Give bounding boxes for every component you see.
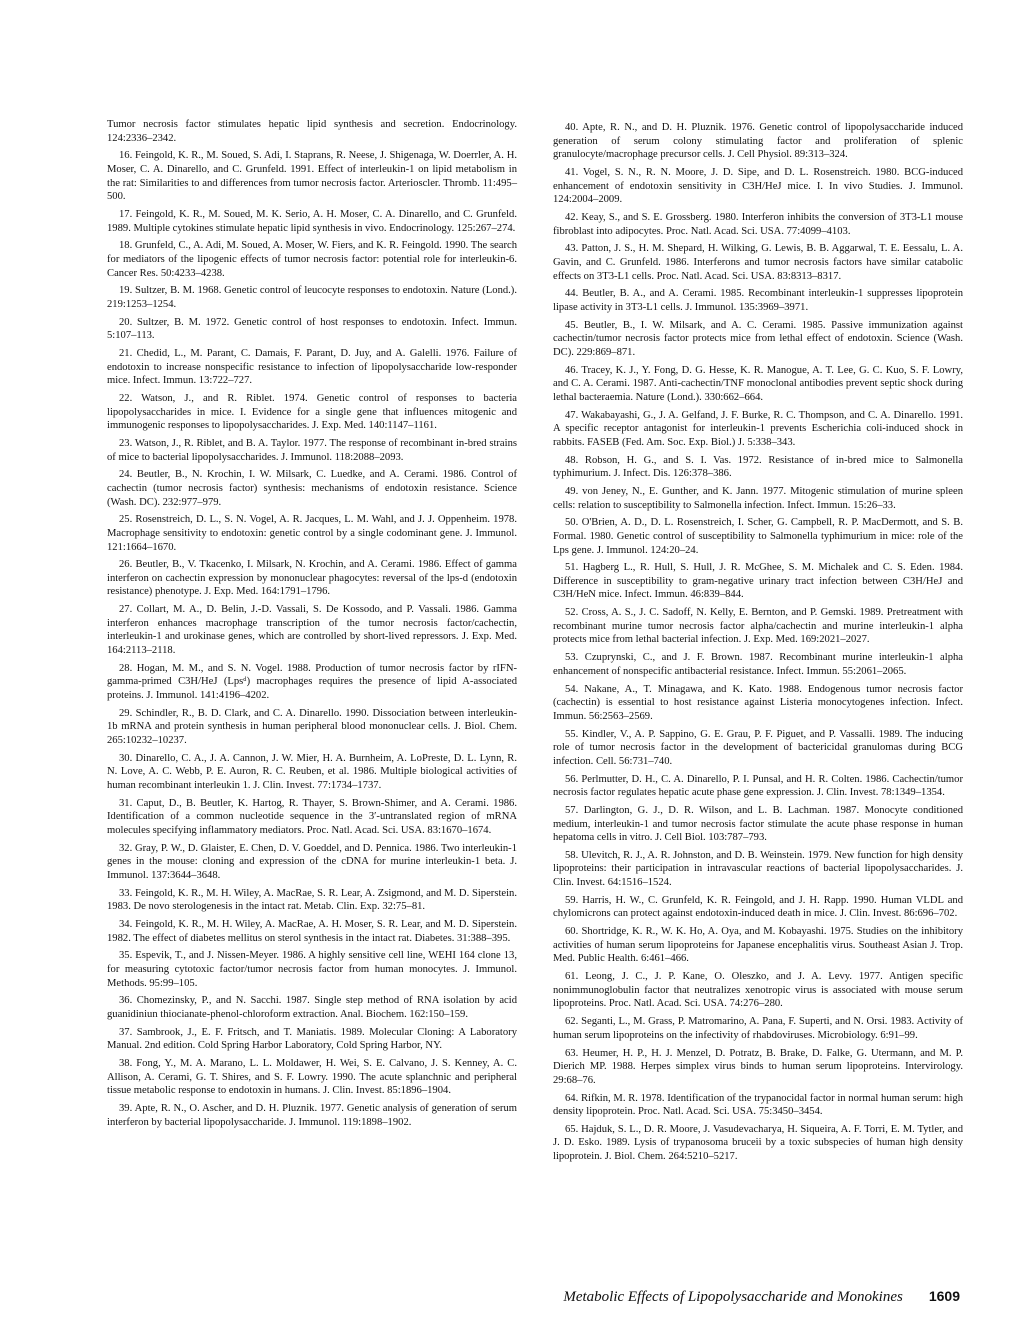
reference-entry: 29. Schindler, R., B. D. Clark, and C. A. Dinarello. 1990. Dissociation between interleukin-1b mRNA and protein synthesis in human peripheral blood mononuclear cells. J. Biol. Chem. 265:10232–10237. <box>107 707 517 746</box>
reference-entry: 39. Apte, R. N., O. Ascher, and D. H. Pluznik. 1977. Genetic analysis of generation of serum interferon by bacterial lipopolysaccharide. J. Immunol. 119:1898–1902. <box>107 1103 517 1128</box>
reference-column-right <box>553 121 963 1168</box>
reference-entry: 23. Watson, J., R. Riblet, and B. A. Taylor. 1977. The response of recombinant in-bred strains of mice to bacterial lipopolysaccharides. J. Immunol. 118:2088–2093. <box>107 437 517 463</box>
reference-entry: 30. Dinarello, C. A., J. A. Cannon, J. W. Mier, H. A. Burnheim, A. LoPreste, D. L. Lynn, R. N. Love, A. C. Webb, P. E. Auron, R. C. Reuben, et al. 1986. Multiple biological activities of human recombinant interleukin 1. J. Clin. Invest. 77:1734–1737. <box>107 752 517 791</box>
reference-entry: 46. Tracey, K. J., Y. Fong, D. G. Hesse, K. R. Manogue, A. T. Lee, G. C. Kuo, S. F. Lowry, and C. A. Cerami. 1987. Anti-cachectin/TNF monoclonal antibodies prevent septic shock during lethal bacteraemia. Nature (Lond.). 330:662–664. <box>553 364 963 403</box>
reference-entry: 41. Vogel, S. N., R. N. Moore, J. D. Sipe, and D. L. Rosenstreich. 1980. BCG-induced enhancement of endotoxin sensitivity in C3H/HeJ mice. I. In vivo Studies. J. Immunol. 124:2004–2009. <box>553 166 963 206</box>
reference-column-left <box>107 118 517 1133</box>
reference-entry: 31. Caput, D., B. Beutler, K. Hartog, R. Thayer, S. Brown-Shimer, and A. Cerami. 1986. Identification of a common nucleotide sequence in the 3′-untranslated region of mRNA molecules specifying inflammatory mediators. Proc. Natl. Acad. Sci. USA. 83:1670–1674. <box>107 797 517 836</box>
reference-entry: 21. Chedid, L., M. Parant, C. Damais, F. Parant, D. Juy, and A. Galelli. 1976. Failure of endotoxin to increase nonspecific resistance to infection of lipopolysaccharide low-responder mice. Infect. Immun. 13:722–727. <box>107 348 517 387</box>
reference-entry: 20. Sultzer, B. M. 1972. Genetic control of host responses to endotoxin. Infect. Immun. 5:107–113. <box>107 316 517 342</box>
reference-entry: 57. Darlington, G. J., D. R. Wilson, and L. B. Lachman. 1987. Monocyte conditioned medium, interleukin-1 and tumor necrosis factor stimulate the acute phase response in human hepatoma cells in vitro. J. Cell Biol. 103:787–793. <box>553 804 963 844</box>
reference-entry: 45. Beutler, B., I. W. Milsark, and A. C. Cerami. 1985. Passive immunization against cachectin/tumor necrosis factor protects mice from lethal effect of endotoxin. Science (Wash. DC). 229:869–871. <box>553 319 963 358</box>
reference-entry: 43. Patton, J. S., H. M. Shepard, H. Wilking, G. Lewis, B. B. Aggarwal, T. E. Eessalu, L. A. Gavin, and C. Grunfeld. 1986. Interferons and tumor necrosis factors have similar catabolic effects on 3T3-L1 cells. Proc. Natl. Acad. Sci. USA. 83:8313–8317. <box>553 243 963 282</box>
reference-entry: 64. Rifkin, M. R. 1978. Identification of the trypanocidal factor in normal human serum: high density lipoprotein. Proc. Natl. Acad. Sci. USA. 75:3450–3454. <box>553 1092 963 1118</box>
reference-entry: 26. Beutler, B., V. Tkacenko, I. Milsark, N. Krochin, and A. Cerami. 1986. Effect of gamma interferon on cachectin expression by mononuclear phagocytes: reversal of the lps-d (endotoxin resistance) phenotype. J. Exp. Med. 164:1791–1796. <box>107 559 517 598</box>
reference-entry: 54. Nakane, A., T. Minagawa, and K. Kato. 1988. Endogenous tumor necrosis factor (cachectin) is essential to host resistance against Listeria monocytogenes infection. Infect. Immun. 56:2563–2569. <box>553 683 963 722</box>
reference-entry: 58. Ulevitch, R. J., A. R. Johnston, and D. B. Weinstein. 1979. New function for high density lipoproteins: their participation in intravascular reactions of bacterial lipopolysaccharides. J. Clin. Invest. 64:1516–1524. <box>553 849 963 889</box>
reference-entry: 24. Beutler, B., N. Krochin, I. W. Milsark, C. Luedke, and A. Cerami. 1986. Control of cachectin (tumor necrosis factor) synthesis: mechanisms of endotoxin resistance. Science (Wash. DC). 232:977–979. <box>107 469 517 508</box>
reference-entry: 38. Fong, Y., M. A. Marano, L. L. Moldawer, H. Wei, S. E. Calvano, J. S. Kenney, A. C. Allison, A. Cerami, G. T. Shires, and S. F. Lowry. 1990. The acute splanchnic and peripheral tissue metabolic response to endotoxin in humans. J. Clin. Invest. 85:1896–1904. <box>107 1058 517 1097</box>
reference-entry: 47. Wakabayashi, G., J. A. Gelfand, J. F. Burke, R. C. Thompson, and C. A. Dinarello. 1991. A specific receptor antagonist for interleukin-1 prevents Escherichia coli-induced shock in rabbits. FASEB (Fed. Am. Soc. Exp. Biol.) J. 5:338–343. <box>553 409 963 448</box>
reference-entry: 53. Czuprynski, C., and J. F. Brown. 1987. Recombinant murine interleukin-1 alpha enhancement of nonspecific antibacterial resistance. Infect. Immun. 55:2061–2065. <box>553 652 963 677</box>
reference-entry: 50. O'Brien, A. D., D. L. Rosenstreich, I. Scher, G. Campbell, R. P. MacDermott, and S. B. Formal. 1980. Genetic control of susceptibility to Salmonella typhimurium in mice: role of the Lps gene. J. Immunol. 124:20–24. <box>553 517 963 556</box>
reference-entry: 63. Heumer, H. P., H. J. Menzel, D. Potratz, B. Brake, D. Falke, G. Utermann, and M. P. Dierich MP. 1988. Herpes simplex virus binds to human serum lipoproteins. Intervirology. 29:68–76. <box>553 1047 963 1086</box>
reference-entry: 48. Robson, H. G., and S. I. Vas. 1972. Resistance of in-bred mice to Salmonella typhimurium. J. Infect. Dis. 126:378–386. <box>553 454 963 480</box>
reference-entry: 44. Beutler, B. A., and A. Cerami. 1985. Recombinant interleukin-1 suppresses lipoprotein lipase activity in 3T3-L1 cells. J. Immunol. 135:3969–3971. <box>553 288 963 313</box>
reference-entry: 61. Leong, J. C., J. P. Kane, O. Oleszko, and J. A. Levy. 1977. Antigen specific nonimmunoglobulin factor that neutralizes xenotropic virus is associated with mouse serum lipoproteins. Proc. Natl. Acad. Sci. USA. 74:276–280. <box>553 971 963 1010</box>
page-footer <box>563 1288 960 1306</box>
reference-entry: 17. Feingold, K. R., M. Soued, M. K. Serio, A. H. Moser, C. A. Dinarello, and C. Grunfeld. 1989. Multiple cytokines stimulate hepatic lipid synthesis in vivo. Endocrinology. 125:267–274. <box>107 208 517 234</box>
reference-entry: 25. Rosenstreich, D. L., S. N. Vogel, A. R. Jacques, L. M. Wahl, and J. J. Oppenheim. 1978. Macrophage sensitivity to endotoxin: genetic control by a single codominant gene. J. Immunol. 121:1664–1670. <box>107 514 517 553</box>
reference-entry: Tumor necrosis factor stimulates hepatic lipid synthesis and secretion. Endocrinology. 124:2336–2342. <box>107 119 517 144</box>
reference-entry: 28. Hogan, M. M., and S. N. Vogel. 1988. Production of tumor necrosis factor by rIFN-gamma-primed C3H/HeJ (Lpsᵈ) macrophages requires the presence of lipid A-associated proteins. J. Immunol. 141:4196–4202. <box>107 662 517 701</box>
reference-entry: 52. Cross, A. S., J. C. Sadoff, N. Kelly, E. Bernton, and P. Gemski. 1989. Pretreatment with recombinant murine tumor necrosis factor alpha/cachectin and murine interleukin-1 alpha protects mice from lethal bacterial infection. J. Exp. Med. 169:2021–2027. <box>553 607 963 646</box>
reference-entry: 55. Kindler, V., A. P. Sappino, G. E. Grau, P. F. Piguet, and P. Vassalli. 1989. The inducing role of tumor necrosis factor in the development of bactericidal granulomas during BCG infection. Cell. 56:731–740. <box>553 728 963 767</box>
reference-entry: 56. Perlmutter, D. H., C. A. Dinarello, P. I. Punsal, and H. R. Colten. 1986. Cachectin/tumor necrosis factor regulates hepatic acute phase gene expression. J. Clin. Invest. 78:1349–1354. <box>553 773 963 799</box>
reference-entry: 18. Grunfeld, C., A. Adi, M. Soued, A. Moser, W. Fiers, and K. R. Feingold. 1990. The search for mediators of the lipogenic effects of tumor necrosis factor: potential role for interleukin-6. Cancer Res. 50:4233–4238. <box>107 240 517 279</box>
page-number: 1609 <box>928 1288 960 1304</box>
reference-entry: 35. Espevik, T., and J. Nissen-Meyer. 1986. A highly sensitive cell line, WEHI 164 clone 13, for measuring cytotoxic factor/tumor necrosis factor from human monocytes. J. Immunol. Methods. 95:99–105. <box>107 950 517 989</box>
reference-entry: 49. von Jeney, N., E. Gunther, and K. Jann. 1977. Mitogenic stimulation of murine spleen cells: relation to susceptibility to Salmonella infection. Infect. Immun. 15:26–33. <box>553 485 963 511</box>
reference-entry: 27. Collart, M. A., D. Belin, J.-D. Vassali, S. De Kossodo, and P. Vassali. 1986. Gamma interferon enhances macrophage transcription of the tumor necrosis factor/cachectin, interleukin-1 and urokinase genes, which are controlled by short-lived repressors. J. Exp. Med. 164:2113–2118. <box>107 604 517 657</box>
reference-entry: 60. Shortridge, K. R., W. K. Ho, A. Oya, and M. Kobayashi. 1975. Studies on the inhibitory activities of human serum lipoproteins for Japanese encephalitis virus. Southeast Asian J. Trop. Med. Public Health. 6:461–466. <box>553 926 963 965</box>
reference-entry: 51. Hagberg L., R. Hull, S. Hull, J. R. McGhee, S. M. Michalek and C. S. Eden. 1984. Difference in susceptibility to gram-negative urinary tract infection between C3H/HeJ and C3H/HeN mice. Infect. Immun. 46:839–844. <box>553 562 963 601</box>
reference-entry: 37. Sambrook, J., E. F. Fritsch, and T. Maniatis. 1989. Molecular Cloning: A Laboratory Manual. 2nd edition. Cold Spring Harbor Laboratory, Cold Spring Harbor, NY. <box>107 1026 517 1052</box>
reference-entry: 32. Gray, P. W., D. Glaister, E. Chen, D. V. Goeddel, and D. Pennica. 1986. Two interleukin-1 genes in the mouse: cloning and expression of the cDNA for murine interleukin-1 beta. J. Immunol. 137:3644–3648. <box>107 842 517 881</box>
reference-entry: 40. Apte, R. N., and D. H. Pluznik. 1976. Genetic control of lipopolysaccharide induced generation of serum colony stimulating factor and proliferation of splenic granulocyte/macrophage precursor cells. J. Cell Physiol. 89:313–324. <box>553 122 963 161</box>
running-title: Metabolic Effects of Lipopolysaccharide and Monokines <box>563 1289 903 1305</box>
reference-entry: 19. Sultzer, B. M. 1968. Genetic control of leucocyte responses to endotoxin. Nature (Lond.). 219:1253–1254. <box>107 285 517 310</box>
reference-entry: 22. Watson, J., and R. Riblet. 1974. Genetic control of responses to bacteria lipopolysaccharides in mice. I. Evidence for a single gene that influences mitogenic and immunogenic responses to lipopolysaccharides. J. Exp. Med. 140:1147–1161. <box>107 393 517 432</box>
reference-entry: 33. Feingold, K. R., M. H. Wiley, A. MacRae, S. R. Lear, A. Zsigmond, and M. D. Siperstein. 1983. De novo sterologenesis in the intact rat. Metab. Clin. Exp. 32:75–81. <box>107 887 517 913</box>
reference-entry: 16. Feingold, K. R., M. Soued, S. Adi, I. Staprans, R. Neese, J. Shigenaga, W. Doerrler, A. H. Moser, C. A. Dinarello, and C. Grunfeld. 1991. Effect of interleukin-1 on lipid metabolism in the rat: Similarities to and differences from tumor necrosis factor. Arterioscler. Thromb. 11:495–500. <box>107 150 517 203</box>
reference-entry: 62. Seganti, L., M. Grass, P. Matromarino, A. Pana, F. Superti, and N. Orsi. 1983. Activity of human serum lipoproteins on the infectivity of rhabdoviruses. Microbiology. 6:91–99. <box>553 1016 963 1041</box>
reference-entry: 36. Chomezinsky, P., and N. Sacchi. 1987. Single step method of RNA isolation by acid guanidiniun thiocianate-phenol-chloroform extraction. Anal. Biochem. 162:150–159. <box>107 995 517 1020</box>
reference-entry: 59. Harris, H. W., C. Grunfeld, K. R. Feingold, and J. H. Rapp. 1990. Human VLDL and chylomicrons can protect against endotoxin-induced death in mice. J. Clin. Invest. 86:696–702. <box>553 894 963 920</box>
reference-entry: 34. Feingold, K. R., M. H. Wiley, A. MacRae, A. H. Moser, S. R. Lear, and M. D. Siperstein. 1982. The effect of diabetes mellitus on sterol synthesis in the intact rat. Diabetes. 31:388–395. <box>107 919 517 944</box>
reference-entry: 42. Keay, S., and S. E. Grossberg. 1980. Interferon inhibits the conversion of 3T3-L1 mouse fibroblast into adipocytes. Proc. Natl. Acad. Sci. USA. 77:4099–4103. <box>553 211 963 237</box>
reference-entry: 65. Hajduk, S. L., D. R. Moore, J. Vasudevacharya, H. Siqueira, A. F. Torri, E. M. Tytler, and J. D. Esko. 1989. Lysis of trypanosoma bruceii by a toxic subspecies of human high density lipoprotein. J. Biol. Chem. 264:5210–5217. <box>553 1123 963 1163</box>
